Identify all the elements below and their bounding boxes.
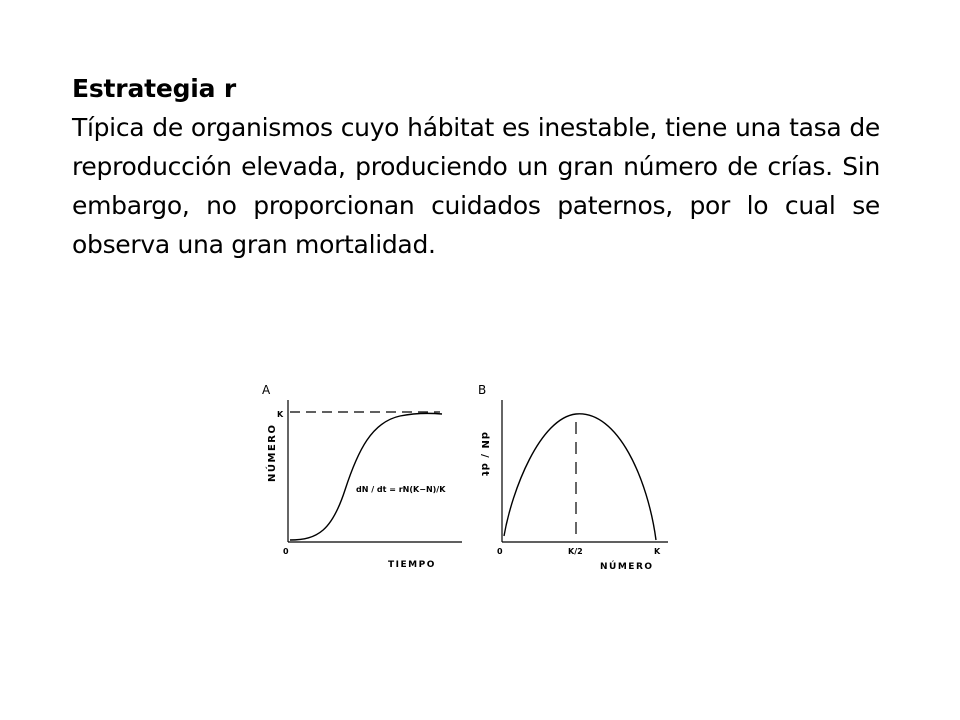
slide-text-block — [72, 70, 880, 264]
slide-title: Estrategia r — [72, 74, 236, 103]
panel-a-ylabel: NÚMERO — [267, 423, 278, 482]
panel-b-ylabel: dN / dt — [479, 432, 490, 478]
panel-a — [262, 383, 462, 570]
panel-b-k-label: K — [654, 547, 661, 556]
panel-a-equation: dN / dt = rN(K−N)/K — [356, 485, 446, 494]
panel-b-half-k-label: K/2 — [568, 547, 583, 556]
panel-b — [478, 383, 668, 572]
panel-a-logistic-curve — [290, 413, 442, 540]
panel-b-origin: 0 — [497, 547, 503, 556]
panel-a-k-label: K — [277, 410, 284, 419]
population-growth-figure — [250, 370, 690, 590]
panel-a-origin: 0 — [283, 547, 289, 556]
panel-b-letter: B — [478, 383, 487, 397]
panel-a-xlabel: TIEMPO — [388, 560, 436, 570]
panel-b-parabola-curve — [504, 414, 656, 540]
panel-b-xlabel: NÚMERO — [600, 562, 654, 572]
panel-a-letter: A — [262, 383, 271, 397]
slide-body-paragraph: Típica de organismos cuyo hábitat es inestable, tiene una tasa de reproducción elevada, produciendo un gran número de crías. Sin embargo, no proporcionan cuidados paternos, por lo cual se observa una gran mortalidad. — [72, 113, 880, 259]
